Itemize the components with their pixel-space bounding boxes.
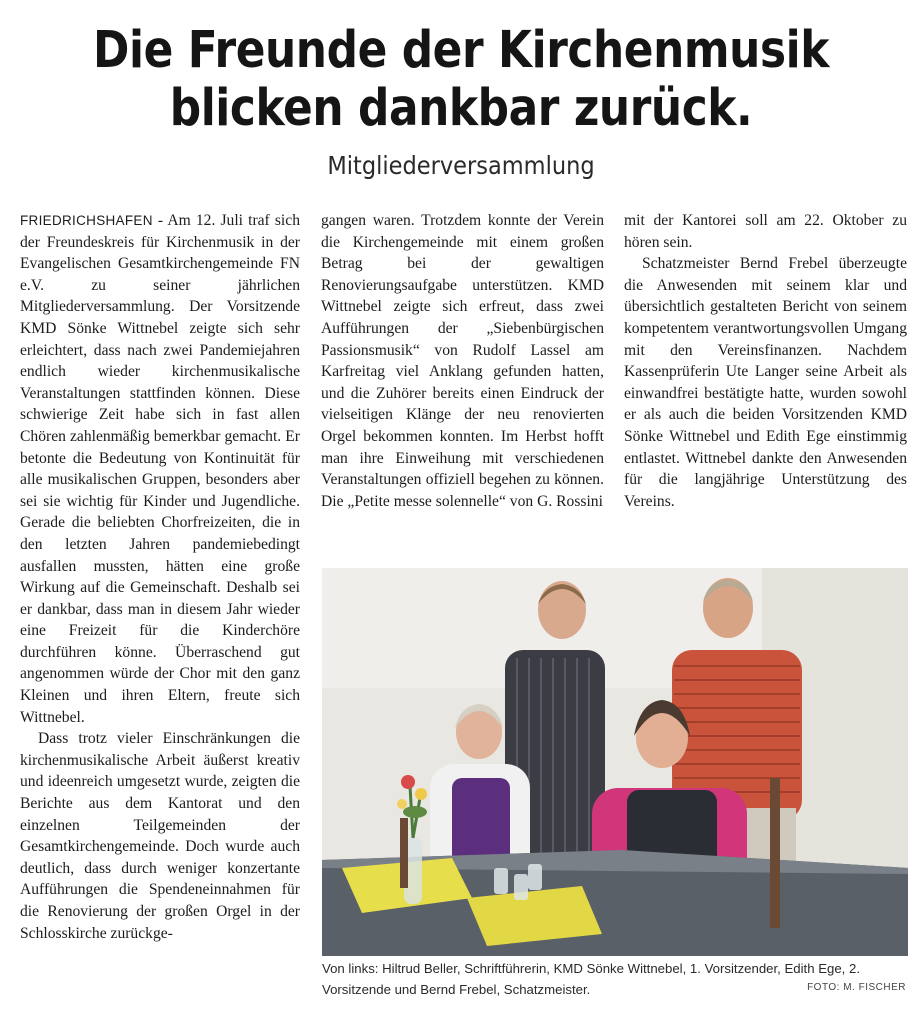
article-column-2	[321, 210, 604, 512]
dateline: FRIEDRICHSHAFEN	[20, 213, 153, 228]
headline	[65, 22, 858, 138]
group-photo-illustration	[322, 568, 908, 956]
article-paragraph-2-start: Dass trotz vieler Einschränkungen die kirchenmusikalische Arbeit äußerst kreativ und ideenreich umgesetzt wurde, zeigten die Berichte aus dem Kantorat und den einzelnen Teilgemeinden der Gesamtkirchengemeinde. Doch wurde auch deutlich, dass durch weniger konzertante Aufführungen die Spendeneinnahmen für die Renovierung der großen Orgel in der Schlosskirche zurückge-	[20, 730, 300, 942]
headline-line-2: blicken dankbar zurück.	[169, 79, 753, 138]
subtitle: Mitgliederversammlung	[327, 151, 595, 180]
photo-caption: Von links: Hiltrud Beller, Schriftführerin, KMD Sönke Wittnebel, 1. Vorsitzender, Edith Ege, 2. Vorsitzende und Bernd Frebel, Schatzmeister.	[322, 961, 861, 997]
article-paragraph-2-continued: gangen waren. Trotzdem konnte der Verein die Kirchengemeinde mit einem großen Betrag bei der gewaltigen Renovierungsaufgabe unterstützen. KMD Wittnebel zeigte sich erfreut, dass zwei Aufführungen der „Siebenbürgischen Passionsmusik“ von Rudolf Lassel am Karfreitag viel Anklang gefunden hatten, und die Zuhörer bereits einen Eindruck der vielseitigen Klänge der neu renovierten Orgel bekommen konnten. Im Herbst hofft man ihre Einweihung mit verschiedenen Veranstaltungen offiziell begehen zu können. Die „Petite messe solennelle“ von G. Rossini	[321, 212, 604, 510]
article-paragraph-3: Schatzmeister Bernd Frebel überzeugte die Anwesenden mit seinem klar und übersichtlich gestalteten Bericht von seinem kompetentem verantwortungsvollen Umgang mit den Vereinsfinanzen. Nachdem Kassenprüferin Ute Langer seine Arbeit als einwandfrei bestätigte hatte, wurden sowohl er als auch die beiden Vorsitzenden KMD Sönke Wittnebel und Edith Ege einstimmig entlastet. Wittnebel dankte den Anwesenden für die langjährige Unterstützung des Vereins.	[624, 255, 907, 510]
headline-line-1: Die Freunde der Kirchenmusik	[93, 21, 829, 80]
paragraph-1-text: - Am 12. Juli traf sich der Freundeskreis für Kirchenmusik in der Evangelischen Gesamtkirchengemeinde FN e.V. zu seiner jährlichen Mitgliederversammlung. Der Vorsitzende KMD Sönke Wittnebel zeigte sich sehr erleichtert, dass nach zwei Pandemiejahren endlich wieder kirchenmusikalische Veranstaltungen stattfinden können. Diese schwierige Zeit habe sich in fast allen Chören zahlenmäßig bemerkbar gemacht. Er betonte die Bedeutung von Kontinuität für alle musikalischen Gruppen, besonders aber sei sie wichtig für Kinder und Jugendliche. Gerade die beliebten Chorfreizeiten, die in den letzten Jahren pandemiebedingt ausfallen mussten, hätten eine große Wirkung auf die Gemeinschaft. Deshalb sei er dankbar, dass man in diesem Jahr wieder eine Freizeit für die Kinderchöre durchführen könne. Überraschend gut angenommen würde der Chor mit den ganz Kleinen und ihren Eltern, freute sich Wittnebel.	[20, 212, 300, 726]
article-column-1	[20, 210, 300, 944]
photo-credit: FOTO: M. FISCHER	[807, 982, 906, 993]
group-photo	[322, 568, 908, 956]
article-paragraph-1	[20, 210, 300, 728]
article-paragraph-2-end: mit der Kantorei soll am 22. Oktober zu hören sein.	[624, 212, 907, 251]
article-column-3	[624, 210, 907, 512]
